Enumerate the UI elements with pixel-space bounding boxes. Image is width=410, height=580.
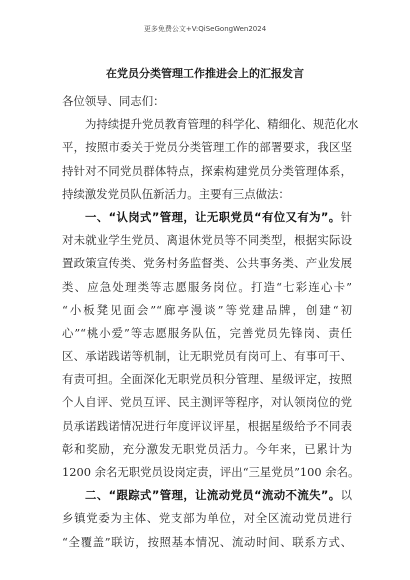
section-1-line: 彰和奖励，充分激发无职党员活力。今年来，已累计为	[62, 441, 352, 456]
paragraph-intro-line: 持续激发党员队伍新活力。主要有三点做法：	[62, 186, 290, 201]
section-1-heading: 一、“认岗式”管理，让无职党员“有位又有为”。	[85, 209, 341, 224]
document-body	[62, 90, 360, 554]
section-2-heading: 二、“跟踪式”管理，让流动党员“流动不流失”。	[85, 488, 341, 503]
section-2-heading-tail: 以	[340, 488, 352, 503]
section-1-line: 个人自评、党员互评、民主测评等程序，对认领岗位的党	[62, 395, 352, 410]
section-1-heading-tail: 针	[340, 209, 352, 224]
section-2-line: 乡镇党委为主体、党支部为单位，对全区流动党员进行	[62, 511, 352, 526]
section-1-line: 1200 余名无职党员设岗定责，评出“三星党员”100 余名。	[62, 465, 360, 479]
section-1-line: “小板凳见面会”“廊亭漫谈”等党建品牌，创建“初	[62, 302, 352, 317]
section-1-line: 有责可担。全面深化无职党员积分管理、星级评定，按照	[62, 372, 352, 387]
paragraph-intro-line: 平，按照市委关于党员分类管理工作的部署要求，我区坚	[62, 140, 352, 155]
section-1-line: 对未就业学生党员、离退休党员等不同类型，根据实际设	[62, 233, 352, 248]
section-2-heading-line	[62, 484, 352, 507]
section-1-line: 员承诺践诺情况进行年度评议评星，根据星级给予不同表	[62, 418, 352, 433]
section-1-line: 心”“桃小爱”等志愿服务队伍，完善党员先锋岗、责任	[62, 325, 352, 340]
section-1-line: 类、应急处理类等志愿服务岗位。打造“七彩连心卡”	[62, 279, 352, 294]
header-note: 更多免费公文+V:QiSeGongWen2024	[143, 25, 267, 33]
document-title: 在党员分类管理工作推进会上的汇报发言	[106, 67, 304, 80]
section-1-line: 区、承诺践诺等机制，让无职党员有岗可上、有事可干、	[62, 349, 352, 364]
salutation: 各位领导、同志们：	[62, 94, 165, 108]
section-1-heading-line	[62, 206, 352, 229]
section-1-line: 置政策宣传类、党务村务监督类、公共事务类、产业发展	[62, 256, 352, 271]
paragraph-intro-line: 持针对不同党员群体特点，探索构建党员分类管理体系，	[62, 163, 352, 178]
section-2-line: “全覆盖”联访，按照基本情况、流动时间、联系方式、	[62, 534, 352, 549]
paragraph-intro-line: 为持续提升党员教育管理的科学化、精细化、规范化水	[85, 117, 359, 132]
